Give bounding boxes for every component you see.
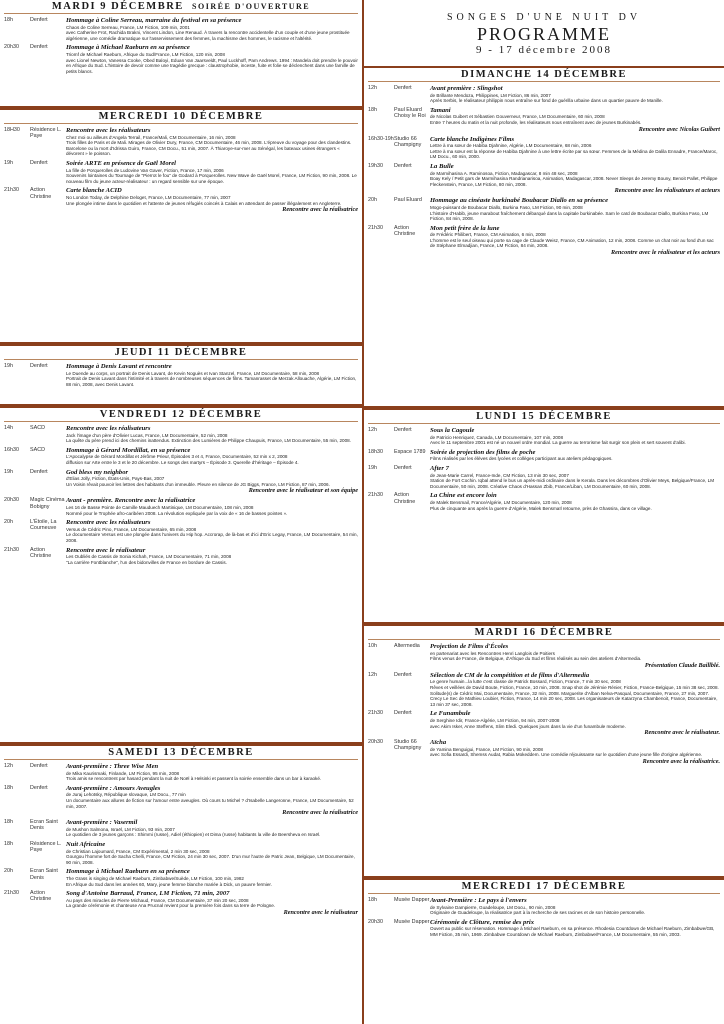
schedule-entry	[0, 468, 362, 497]
entry-note: Rencontre avec les réalisateurs et acteurs	[614, 187, 720, 195]
entry-note: Rencontre avec la réalisatrice	[282, 206, 358, 214]
schedule-entry	[0, 840, 362, 867]
schedule-entry	[364, 84, 724, 106]
entry-film: de Malek Bensmail, France/Algérie, LM Documentaire, 120 min, 2008	[430, 499, 572, 505]
entry-time: 10h	[368, 643, 377, 649]
entry-title: La Chine est encore loin	[430, 492, 497, 500]
entry-film: Jack l'image d'un père d'Olivier Lucas, France, LM Documentaire, 52 min, 2008	[66, 432, 228, 438]
schedule-entry	[364, 896, 724, 918]
festival-dates: 9 - 17 décembre 2008	[476, 44, 612, 56]
entry-film: Les 16 de Basse Pointe de Camille Mauduech Martinique, LM Documentaire, 108 min, 2008	[66, 504, 254, 510]
entry-note: Rencontre avec le réalisateur et son équipe	[248, 487, 358, 495]
entry-desc: avec Sofia Essaïdi, Shemss Audat, Rabia Mokeddem. Une comédie réjouissante sur le quotidien d'une jeune fille d'origine algérienne.	[430, 752, 703, 758]
entry-title: Hommage à Coline Serreau, marraine du festival en sa présence	[66, 17, 242, 24]
entry-note: Rencontre avec la réalisatrice	[282, 809, 358, 817]
day-title: SAMEDI 13 DÉCEMBRE	[4, 746, 358, 760]
schedule-entry	[0, 784, 362, 818]
entry-venue: Denfert	[394, 85, 412, 91]
entry-time: 20h	[368, 197, 377, 204]
entry-time: 18H30	[4, 127, 20, 133]
entry-film: L'Apocalypse de Gérard Mordillat et Jérôme Prieur, Épisodes 3 et 4, France, Documentaire, 52 min x 2, 2008	[66, 454, 288, 460]
entry-time: 12h	[368, 427, 377, 433]
entry-film: de Brillante Mendoza, Philippines, LM Fiction, 86 min, 2007	[430, 92, 551, 98]
entry-title: Hommage à Michael Raeburn en sa présence	[66, 868, 190, 876]
entry-venue: Ecran Saint Denis	[30, 868, 58, 881]
entry-note: Rencontre avec le réalisateur	[283, 908, 358, 916]
schedule-entry	[0, 762, 362, 784]
entry-film: Au pays des miracles de Pierre Michaud, France, CM Documentaire, 37 min 20 sec, 2008	[66, 897, 249, 903]
entry-title: Aïcha	[430, 739, 447, 747]
schedule-entry	[0, 159, 362, 186]
entry-film: de Juraj Lehotsky, République slovaque, LM Docu., 77 min	[66, 792, 186, 798]
entry-time: 20h	[4, 519, 13, 526]
entry-desc: avec Catherine Frot, Rachida Brakni, Vincent Lindon, Line Renaud. À travers la rencontre accidentelle d'un couple et d'une jeune prostituée algérienne, une comédie dramatique sur l'asservissement des femmes, la machisme des hommes, le racisme et l'altérité.	[66, 30, 350, 41]
entry-desc: Trois filles de Paris et de Mali. Mirages de Olivier Dury, France, CM Documentaire, 46 min, 2008. L'épreuve du voyage pour des clandestins. Barcelone ou la mort d'Idrissa Guiro, France, CM Docu., 51 min, 2007. À Thiaroye-sur-mer au Sénégal, les bateaux usines étrangers « dévorent » le poisson.	[66, 140, 352, 157]
schedule-entry	[364, 162, 724, 196]
entry-note: Rencontre avec Nicolas Guibert	[638, 125, 720, 133]
entry-desc: Station de Fort Cochin. Iqbal attend le bus un après-midi ordinaire dans le Kerala. Dans les décombres d'Olivier Meys, Belgique/France, LM Documentaire, 50 min, 2008. Créative Chaos d'Hassan Zbib, France/Liban, LM Documentaire, 60 min, 2008.	[430, 478, 715, 489]
schedule-entry	[0, 518, 362, 545]
entry-time: 19h	[4, 159, 13, 166]
entry-title: Avant-première : Three Wise Men	[66, 763, 159, 770]
entry-venue: Denfert	[394, 671, 412, 678]
entry-time: 21h30	[368, 492, 383, 499]
entry-desc: Trois amis se rencontrent par hasard pendant la nuit de Noël à Helsinki et passent la soirée ensemble dans un bar à karaoké.	[66, 776, 322, 782]
entry-title: Avant - première. Rencontre avec la réalisatrice	[66, 497, 196, 505]
entry-film: Mogo-puissant de Boubacar Diallo, Burkina Faso, LM Fiction, 90 min, 2008	[430, 204, 583, 210]
schedule-entry	[0, 16, 362, 43]
entry-time: 12h	[4, 763, 13, 769]
entry-venue: Studio 66 Champigny	[394, 135, 422, 148]
schedule-entry	[364, 196, 724, 223]
entry-desc: Une plongée intime dans le quotidien et l'attente de jeunes réfugiés coincés à Calais en attendant de passer illégalement en Angleterre.	[66, 200, 342, 206]
entry-title: Mon petit frère de la lune	[430, 224, 500, 232]
schedule-entry	[0, 126, 362, 159]
entry-time: 18h	[4, 840, 13, 847]
day-title: LUNDI 15 DÉCEMBRE	[368, 410, 720, 424]
day-panel-lundi-15	[364, 410, 724, 622]
entry-film: de Sylvaine Dampierre, Guadeloupe, LM Docu., 90 min, 2008	[430, 904, 556, 910]
entry-venue: Denfert	[30, 763, 48, 769]
entry-desc: Rêves et veillées de David Boute, Fiction, France, 10 min, 2008. Snap shot de Jérémie Rénier, Fiction, France-Belgique, 15 min 38 sec, 2008. Solitude(s) de Cédric Mai, Documentaire, France, 32 min, 2008. Marguerite d'Alban Nelva-Pasqual, Documentaire, France, 27 min, 2007. Crecy Le Sec de Mathieu Loubier, Fiction, France, 14 min 20 sec, 2008. Les organisateurs de Katarzyna Chambenoit, France, Documentaire, 13 min 37 sec, 2008.	[430, 684, 719, 707]
entry-time: 19h	[4, 363, 13, 369]
entry-title: Avant-première : Amours Aveugles	[66, 784, 161, 792]
schedule-entry	[0, 362, 362, 389]
entry-venue: Action Christine	[30, 546, 52, 559]
entry-title: Rencontre avec les réalisateurs	[66, 519, 151, 527]
entry-title: Soirée ARTE en présence de Gaël Morel	[66, 159, 177, 167]
day-panel-mardi-16	[364, 626, 724, 876]
entry-time: 12h	[368, 671, 377, 678]
entry-time: 19h30	[368, 162, 383, 169]
entry-title: Cérémonie de Clôture, remise des prix	[430, 918, 535, 926]
entry-title: Avant-Première : Le pays à l'envers	[430, 897, 527, 904]
entry-desc: Ouvert au public sur réservation. Hommage à Michael Raeburn, en sa présence. Rhodesia Countdown de Michael Raeburn, Zimbabwe/GB, MM Fiction, 35 min, 1969. Zimbabwe Countdown de Michael Raeburn, Zimbabwe/France, LM Documentaire, 55 min, 2003.	[430, 926, 715, 937]
entry-title: Nuit Africaine	[66, 840, 106, 848]
festival-name: SONGES D'UNE NUIT DV	[446, 12, 642, 23]
entry-time: 12h	[368, 85, 377, 91]
entry-film: de Frédéric Philibert, France, CM Animation, 6 min, 2008	[430, 232, 546, 238]
entry-time: 19h	[4, 468, 13, 475]
entry-desc: Le documentaire Versus est une plongée dans l'univers du Hip hop. Accrorap, de là-bas et d'ici d'Eric Legay, France, LM Documentaire, 54 min, 2008.	[66, 532, 358, 543]
entry-title: Soirée de projection des films de poche	[430, 448, 536, 456]
day-title: DIMANCHE 14 DÉCEMBRE	[368, 68, 720, 82]
schedule-entry	[0, 889, 362, 918]
entry-time: 20h	[4, 868, 13, 875]
entry-venue: Ecran Saint Denis	[30, 819, 58, 832]
entry-time: 16h30	[4, 446, 19, 453]
entry-film: de Mika Kaurismaki, Finlande, LM Fiction, 95 min, 2008	[66, 770, 180, 776]
entry-venue: Résidence L. Paye	[30, 127, 62, 140]
entry-venue: Denfert	[30, 159, 48, 166]
entry-venue: Denfert	[30, 363, 48, 369]
program-header	[364, 0, 724, 66]
entry-desc: "La carrière Fontblanche", l'un des bidonvilles de France en bordure de Cassis.	[66, 559, 227, 565]
entry-desc: Lettre à ma sœur est la réponse de Habiba Djahnine à une lettre écrite par sa sœur. Femmes de la Médina de Dalila Ennadre, France/Maroc, LM Docu., 60 min, 2000.	[430, 148, 718, 160]
entry-film: de Patricio Henriquez, Canada, LM Documentaire, 107 min, 2008	[430, 434, 564, 440]
entry-desc: Souvenirs lointaines du Tournage de "Pierrot le fou" de Godard à Porquerolles. New Wave de Gaël Morel, France, LM Fiction, 90 min, 2008. Le nouveau film du jeune acteur-réalisateur : un regard sensible sur une époque.	[66, 173, 357, 184]
entry-time: 21h30	[4, 546, 19, 553]
schedule-entry	[0, 546, 362, 568]
entry-title: Rencontre avec les réalisateurs	[66, 127, 151, 134]
entry-desc: Le quotidien de 3 jeunes garçons : Shimmi (russe), Adiel (éthiopien) et Dima (russe) habitants la ville de Beersheva en Israël.	[66, 832, 321, 838]
entry-film: The Grass is singing de Michael Raeburn, Zimbabwe/Suède, LM Fiction, 100 min, 1982	[66, 875, 244, 881]
entry-time: 20h30	[4, 497, 19, 504]
entry-title: Avant première : Slingshot	[430, 85, 503, 92]
entry-film: de Mushon Salmona, Israël, LM Fiction, 93 min, 2007	[66, 826, 175, 832]
entry-time: 18h30	[368, 448, 383, 455]
entry-note: Rencontre avec le réalisateur.	[644, 729, 720, 737]
entry-venue: Denfert	[30, 468, 48, 475]
entry-desc: Un documentaire aux allures de fiction sur l'amour entre aveugles. Où cours tu Michel ? d'Isabelle Langeronne, France, LM Documentaire, 52 min, 2007.	[66, 797, 354, 809]
entry-title: Carte blanche Indigènes Films	[430, 135, 515, 143]
entry-note: Rencontre avec le réalisateur et les acteurs	[611, 249, 720, 257]
entry-film: de Jean-Marie Carrel, France-Inde, CM Fiction, 13 min 30 sec, 2007	[430, 472, 569, 478]
entry-title: Rencontre avec les réalisateurs	[66, 425, 151, 432]
entry-title: Projection de Films d'Écoles	[430, 643, 509, 650]
entry-desc: Gourgou l'homme fort de Sacha Chelli, France, CM Fiction, 24 min 30 sec, 2007. D'un mur l'autre de Patric Jean, Belgique, LM Documentaire, 90 min, 2008.	[66, 854, 355, 865]
day-title: MARDI 16 DÉCEMBRE	[368, 626, 720, 640]
schedule-entry	[364, 135, 724, 162]
schedule-entry	[364, 224, 724, 258]
entry-venue: Musée Dapper	[394, 897, 430, 903]
entry-film: No London Today, de Delphine Deloget, France, LM Documentaire, 77 min, 2007	[66, 194, 231, 200]
entry-time: 18h	[4, 819, 13, 826]
entry-venue: SACD	[30, 425, 45, 431]
entry-film: d'Elias Jolly, Fiction, États-Unis, Pays-Bas, 2007	[66, 476, 165, 482]
entry-time: 21h30	[368, 710, 383, 717]
entry-title: Tamani	[430, 106, 451, 114]
entry-desc: La grande cérémonie et chanteuse Ana Prucnal revient pour la première fois dans sa terre de Pologne.	[66, 903, 276, 909]
schedule-entry	[0, 818, 362, 840]
entry-desc: Un Voisin rêvait pouvoir les lettres des habitants d'un immeuble. Pleure en silence de JG Biggs, France, LM Fiction, 87 min, 2006.	[66, 481, 330, 487]
schedule-entry	[364, 738, 724, 767]
entry-desc: L'histoire d'Habib, jeune marabout fraîchement débarqué dans la capitale burkinabée. Sam le caïd de Boubacar Diallo, Burkina Faso, LM Fiction, 84 min, 2008.	[430, 210, 709, 222]
entry-title: Hommage à Michael Raeburn en sa présence	[66, 44, 190, 52]
entry-note: Rencontre avec la réalisatrice.	[642, 757, 720, 765]
schedule-entry	[364, 918, 724, 940]
entry-film: de Yamina Benguigui, France, LM Fiction, 90 min, 2008	[430, 746, 543, 752]
entry-venue: L'Étoile, La Courneuve	[30, 519, 57, 532]
day-title: JEUDI 11 DÉCEMBRE	[4, 346, 358, 360]
entry-venue: Action Christine	[30, 890, 52, 903]
entry-title: Song d'Antoine Barraud, France, LM Fiction, 71 min, 2007	[66, 890, 230, 898]
entry-title: Hommage à Denis Lavant et rencontre	[66, 363, 172, 370]
entry-time: 16h30-19h	[368, 135, 394, 142]
entry-title: Sous la Cagoule	[430, 427, 475, 434]
day-heading	[4, 0, 358, 14]
day-subtitle: SOIRÉE D'OUVERTURE	[192, 2, 311, 11]
entry-desc: Avec le 11 septembre 2001 est né un nouvel ordre mondial. La guerre au terrorisme fait surgir son plein et sert souvent d'alibi.	[430, 440, 686, 446]
entry-venue: Résidence L. Paye	[30, 840, 62, 854]
entry-venue: Denfert	[30, 784, 48, 791]
entry-film: de Serghine Idir, France-Algérie, LM Fiction, 94 min, 2007-2008	[430, 717, 560, 723]
schedule-entry	[0, 446, 362, 468]
entry-venue: Denfert	[394, 162, 412, 169]
entry-title: Carte blanche ACID	[66, 187, 122, 195]
entry-time: 20h30	[368, 918, 383, 925]
entry-film: Les Oubliés de Cassis de Sonia Kichah, France, LM Documentaire, 71 min, 2008	[66, 554, 232, 560]
entry-venue: Studio 66 Champigny	[394, 739, 422, 752]
entry-title: Le Funambule	[430, 710, 471, 718]
entry-venue: Action Christine	[394, 224, 416, 237]
entry-time: 20h30	[4, 44, 19, 51]
entry-film: Le Duende au corps, un portrait de Denis Lavant, de Kevin Noguès et Ivan Stanzel, France, LM Documentaire, 58 min, 2008	[66, 370, 320, 376]
schedule-entry	[0, 186, 362, 215]
entry-venue: Musée Dapper	[394, 918, 430, 925]
entry-desc: Films réalisés par les élèves des lycées et collèges participant aux ateliers pédagogiques.	[430, 456, 613, 462]
schedule-entry	[364, 464, 724, 491]
entry-note: Présentation Claude Baillblé.	[644, 661, 720, 669]
entry-time: 19h	[368, 464, 377, 471]
entry-time: 14h	[4, 425, 13, 431]
entry-desc: Nommé pour le Trophée afro-caribéen 2008. La révolution expliquée par la voix de « 16 de basses pointes ».	[66, 510, 288, 516]
entry-venue: Denfert	[394, 427, 412, 433]
schedule-entry	[364, 426, 724, 448]
entry-venue: Paul Eluard	[394, 197, 422, 204]
entry-venue: Denfert	[30, 44, 48, 51]
entry-desc: En Afrique du Sud dans les années 60, Mary, jeune femme blanche mariée à Dick, un pauvre fermier.	[66, 881, 272, 887]
day-title: MARDI 9 DÉCEMBRE	[51, 1, 184, 12]
day-panel-samedi-13	[0, 746, 362, 1024]
entry-title: Rencontre avec le réalisateur	[66, 546, 146, 554]
entry-desc: L'homme est le seul oiseau qui porte sa cage de Claude Weisz, France, CM Animation, 12 min, 2008. Comme un chat noir au fond d'un sac de Stéphane Elmadjian, France, LM Fiction, 84 min, 2008.	[430, 237, 714, 249]
schedule-entry	[364, 709, 724, 738]
entry-venue: Paul Eluard Choisy le Roi	[394, 106, 426, 119]
day-panel-dimanche-14	[364, 68, 724, 406]
schedule-entry	[364, 642, 724, 671]
entry-film: de Christian Lajoumard, France, CM Expérimental, 2 min 30 sec, 2008	[66, 848, 210, 854]
entry-venue: Denfert	[30, 17, 48, 23]
day-panel-vendredi-12	[0, 408, 362, 742]
entry-desc: avec Lionel Newton, Vanessa Cooke, Obed Baloyi, Eduan Van Jaarsveldt, Paul Luckhoff, Pam Andrews. 1994 : Mandela doit prendre le pouvoir en Afrique du Sud. L'histoire de devoir comme une tragédie grecque : claustrophobie, inceste, fuite et folie se déclenchent dans une famille de petits blancs.	[66, 57, 358, 74]
entry-title: God bless my neighbor	[66, 468, 129, 476]
entry-title: After 7	[430, 464, 449, 472]
entry-venue: Action Christine	[394, 492, 416, 505]
entry-desc: Entre 7 heures du matin et la nuit profonde, les réalisateurs nous entraînent avec de jeunes Burkinabés.	[430, 119, 642, 125]
day-title: MERCREDI 10 DÉCEMBRE	[4, 110, 358, 124]
schedule-entry	[0, 43, 362, 76]
schedule-entry	[0, 867, 362, 889]
entry-desc: Boay Kely / Petit gars de Marmihasina Randrianarisoa, Animation, Madagascar, 2008. Never Sleeps de Jeremy Bouny, Benoit Pallet, Philippe Fleckenstein, France, LM Fiction, 80 min, 2008.	[430, 176, 718, 187]
entry-desc: Films venus de France, de Belgique, d'Afrique du Sud et films réalisés au sein des ateliers d'Altermedia.	[430, 656, 642, 662]
entry-film: de Nicolas Guibert et Sébastien Gouverneur, France, LM Documentaire, 60 min, 2008	[430, 114, 605, 120]
entry-title: Hommage au cinéaste burkinabé Boubacar Diallo en sa présence	[430, 197, 609, 205]
entry-venue: Altermedia	[394, 643, 420, 649]
entry-time: 21h30	[4, 890, 19, 897]
entry-venue: SACD	[30, 446, 45, 453]
entry-film: de Marmihasina A. Raminosoa, Fiction, Madagascar, 8 min 48 sec, 2008	[430, 170, 578, 176]
entry-venue: Espace 1789	[394, 448, 426, 455]
schedule-entry	[364, 106, 724, 135]
entry-film: en partenariat avec les Rencontres Henri Langlois de Poitiers	[430, 650, 555, 656]
entry-venue: Magic Cinéma Bobigny	[30, 497, 65, 510]
day-panel-jeudi-11	[0, 346, 362, 404]
entry-time: 20h30	[368, 739, 383, 746]
entry-film: Versus de Cédric Pino, France, LM Documentaire, 65 min, 2008	[66, 526, 197, 532]
entry-desc: Portrait de Denis Lavant dans l'intimité et à travers de nombreuses séquences de films. Tamanrasset de Merzak Allouache, Algérie, LM Fiction, 88 min, 2008, avec Denis Lavant.	[66, 376, 357, 387]
entry-film: Chaos de Coline Serreau, France, LM Fiction, 109 min, 2001	[66, 24, 190, 30]
entry-time: 18h	[4, 17, 13, 23]
entry-desc: La quête du père prend ici des chemins inattendus. Extinction des Lumières de Philippe Chaupuis, France, LM Documentaire, 55 min, 2008.	[66, 438, 351, 444]
entry-film: La fille de Porquerolles de Ludovine Van Gaver, Fiction, France, 17 min, 2006	[66, 167, 224, 173]
program-title: PROGRAMME	[476, 24, 612, 44]
entry-time: 18h	[4, 784, 13, 791]
day-title: VENDREDI 12 DÉCEMBRE	[4, 408, 358, 422]
entry-desc: diffusion sur Arte entre le 3 et le 20 décembre. Le songs des martyrs – Épisode 3. Querelle d'héritage – Épisode 4.	[66, 459, 299, 465]
schedule-entry	[0, 424, 362, 446]
entry-venue: Denfert	[394, 464, 412, 471]
entry-film: Chez moi ou ailleurs d'Angela Terrail, France/Mali, CM Documentaire, 16 min, 2008	[66, 134, 236, 140]
schedule-entry	[364, 671, 724, 710]
entry-film: Le genre humain...la lutte c'est classe de Patrick Bossard, Fiction, France, 7 min 30 sec, 2008	[430, 679, 621, 685]
entry-film: Lettre à ma sœur de Habiba Djahnine, Algérie, LM Documentaire, 68 min, 2006	[430, 143, 592, 149]
entry-title: Sélection de CM de la compétition et de films d'Altermedia	[430, 671, 590, 679]
schedule-entry	[364, 491, 724, 513]
schedule-entry	[0, 496, 362, 518]
entry-time: 18h	[368, 897, 377, 903]
entry-time: 21h30	[368, 224, 383, 231]
entry-time: 21h30	[4, 187, 19, 194]
entry-venue: Denfert	[394, 710, 412, 717]
entry-title: La Bulle	[430, 162, 454, 170]
day-title: MERCREDI 17 DÉCEMBRE	[368, 880, 720, 894]
entry-desc: Après Serbis, le réalisateur philippin nous entraîne sur fond de guérilla urbaine dans un quartier pauvre de Manille.	[430, 98, 663, 104]
entry-desc: Originaire de Guadeloupe, la réalisatrice part à la recherche de ses racines et de son histoire personnelle.	[430, 910, 646, 916]
day-panel-mercredi-17	[364, 880, 724, 1024]
entry-desc: avec Akim Isker, Anne Steffens, Slim Eledi. Quelques jours dans la vie d'un funambule moderne.	[430, 723, 626, 729]
schedule-entry	[364, 448, 724, 464]
entry-title: Avant-première : Vasermil	[66, 819, 138, 827]
entry-desc: Plus de cinquante ans après la guerre d'Algérie, Malek Bensmaïl retourne, près de Ghassira, dans ce village.	[430, 505, 652, 511]
entry-film: Triomf de Michael Raeburn, Afrique du Sud/France, LM Fiction, 120 min, 2008	[66, 51, 225, 57]
entry-title: Hommage à Gérard Mordillat, en sa présence	[66, 446, 191, 454]
entry-venue: Action Christine	[30, 187, 52, 200]
entry-time: 18h	[368, 106, 377, 113]
day-panel-mardi-9	[0, 0, 362, 106]
day-panel-mercredi-10	[0, 110, 362, 342]
